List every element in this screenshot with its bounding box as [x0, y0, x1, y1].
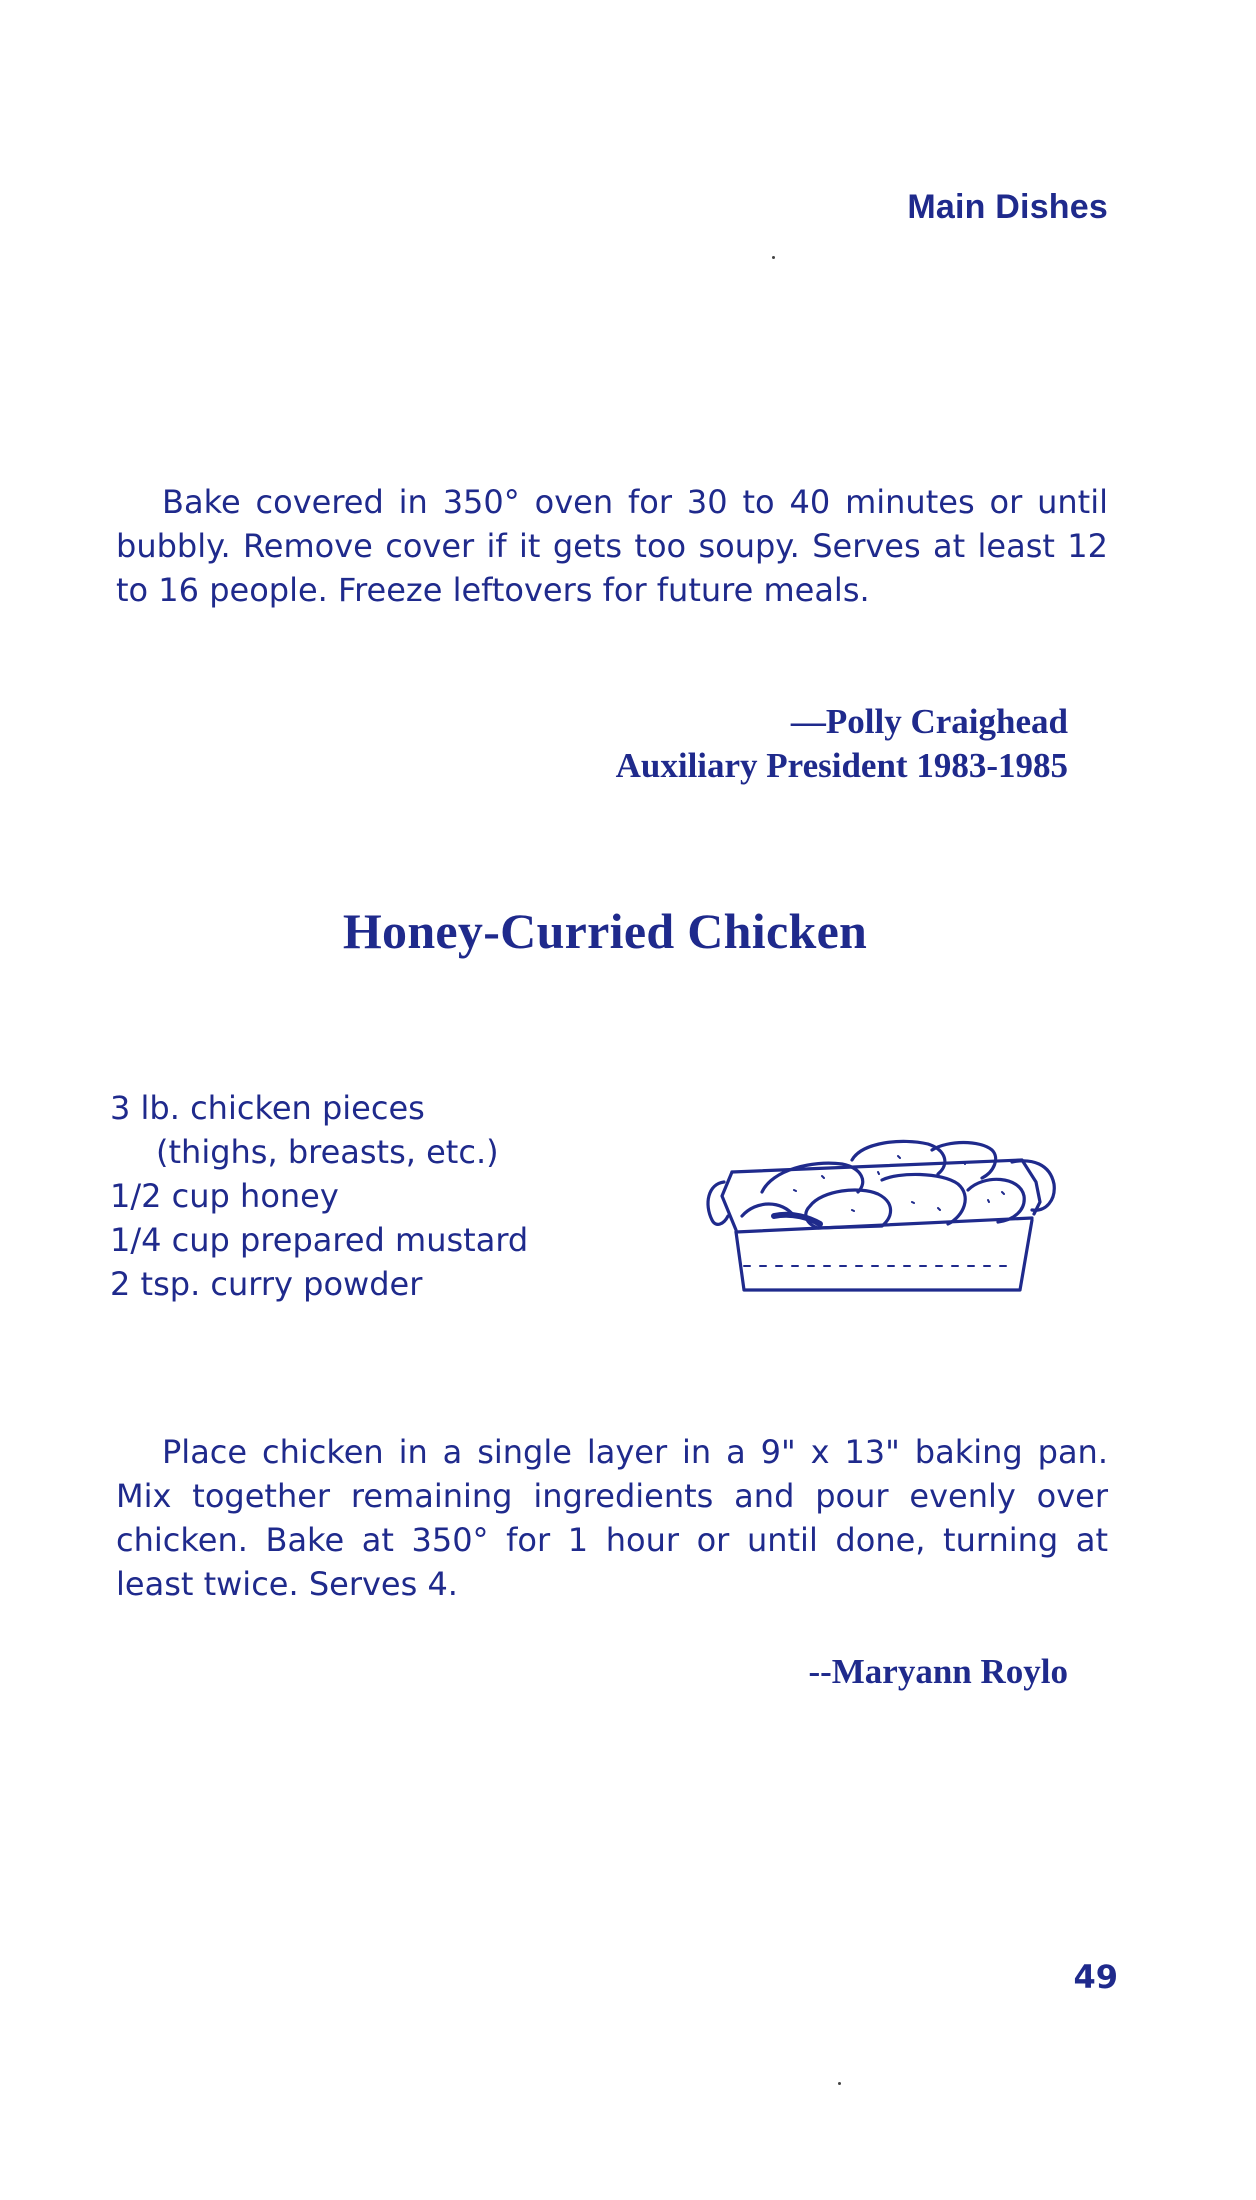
recipe-credit: [808, 1650, 1068, 1694]
recipe-title: Honey-Curried Chicken: [342, 903, 868, 959]
ingredient-item: 2 tsp. curry powder: [110, 1265, 423, 1303]
ingredient-item: 1/2 cup honey: [110, 1177, 339, 1215]
previous-recipe-instructions: Bake covered in 350° oven for 30 to 40 minutes or until bubbly. Remove cover if it gets too soupy. Serves at least 12 to 16 people. Freeze leftovers for future meals.: [116, 483, 1108, 609]
baking-dish-icon: [702, 1120, 1068, 1300]
ingredient-item: 1/4 cup prepared mustard: [110, 1221, 529, 1259]
page-number: 49: [1073, 1958, 1118, 1996]
recipe-instructions: Place chicken in a single layer in a 9" x 13" baking pan. Mix together remaining ingredients and pour evenly over chicken. Bake at 350° for 1 hour or until done, turning at least twice. Serves 4.: [116, 1433, 1108, 1603]
baking-dish-illustration: [702, 1120, 1068, 1300]
previous-recipe-credit: [616, 700, 1068, 788]
ingredient-list: [110, 1086, 528, 1306]
ingredient-item: 3 lb. chicken pieces: [110, 1089, 425, 1127]
section-header: Main Dishes: [907, 188, 1108, 226]
credit-title: Auxiliary President 1983-1985: [615, 746, 1068, 785]
print-speck: [772, 256, 775, 259]
print-speck: [838, 2082, 841, 2085]
credit-name: --Maryann Roylo: [808, 1652, 1068, 1691]
credit-name: —Polly Craighead: [790, 702, 1068, 741]
ingredient-item: (thighs, breasts, etc.): [156, 1133, 499, 1171]
